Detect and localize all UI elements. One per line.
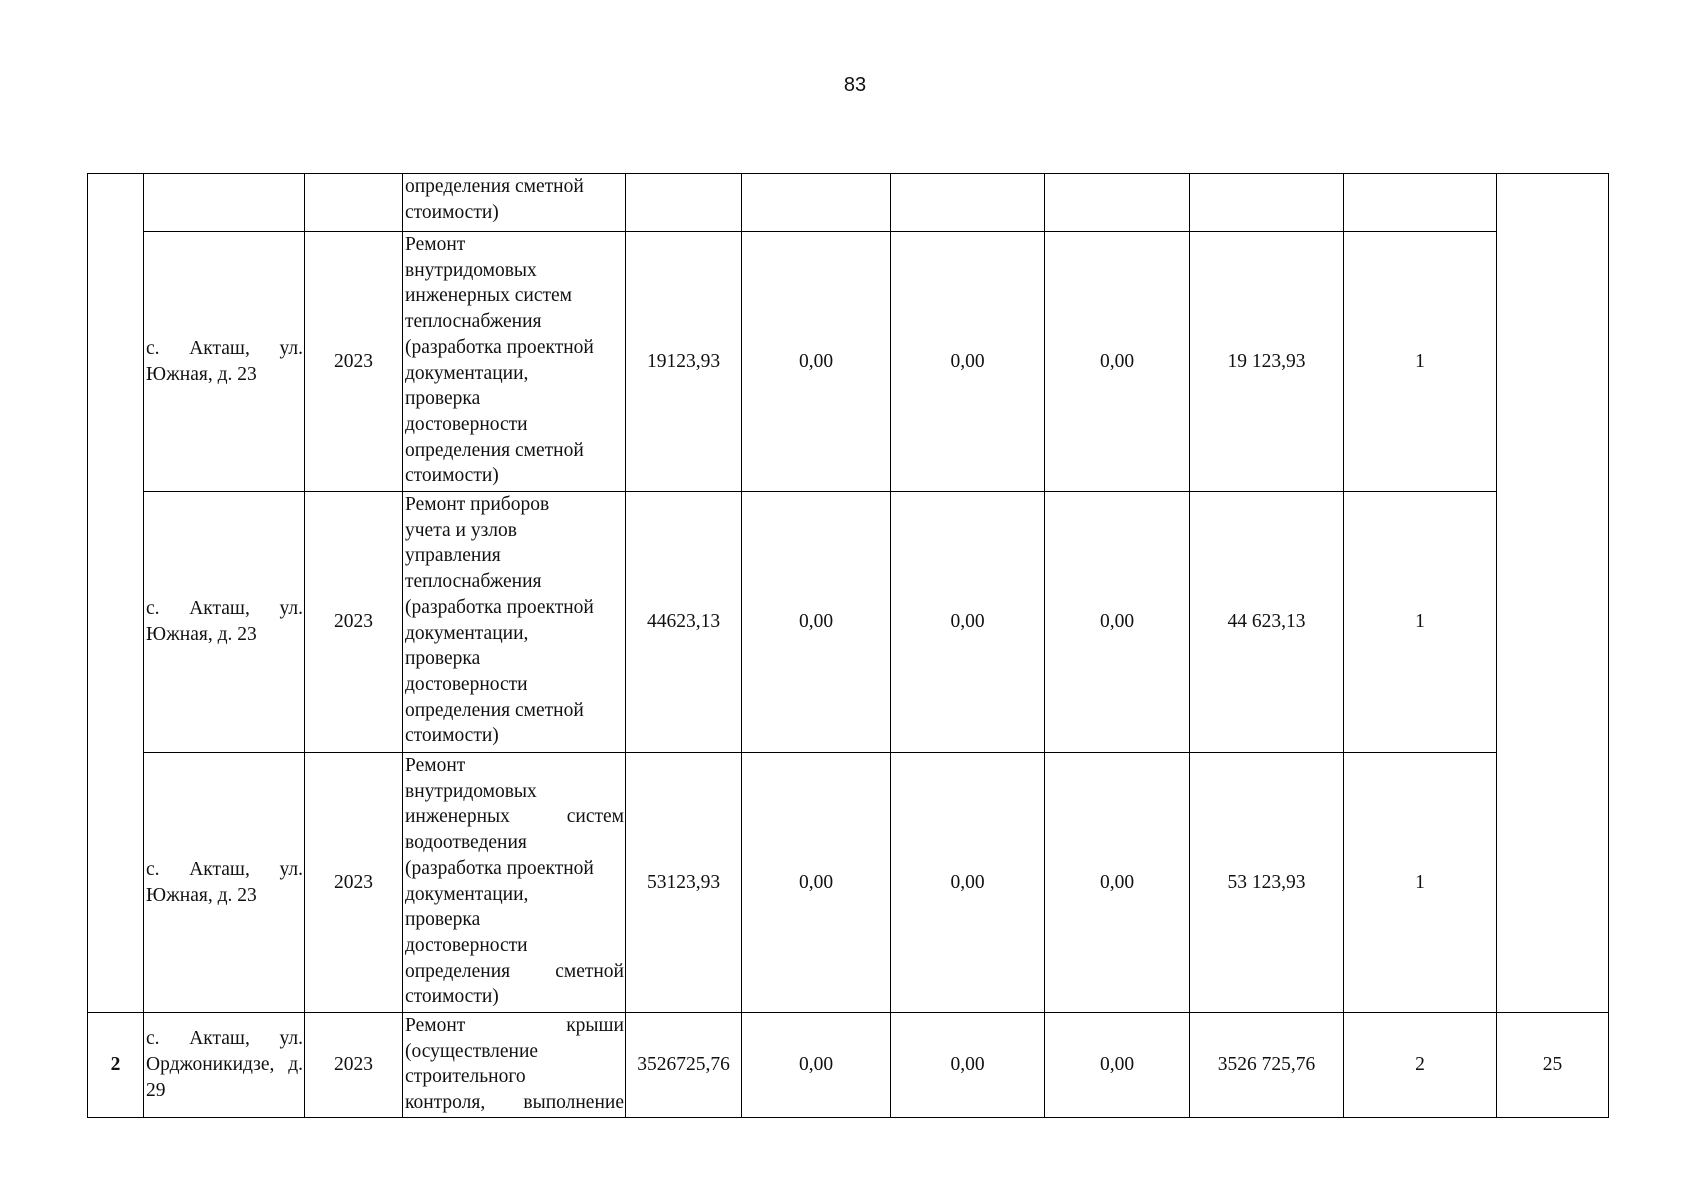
work-description-cell: Ремонт внутридомовых инженерных систем теплоснабжения (разработка проектной документации, проверка достоверности определения сметной стоимости)	[403, 232, 626, 492]
work-description-cell: Ремонт приборов учета и узлов управления теплоснабжения (разработка проектной документации, проверка достоверности определения сметной стоимости)	[403, 492, 626, 753]
table-row	[88, 174, 1609, 232]
address-cell: с. Акташ, ул. Южная, д. 23	[144, 232, 305, 492]
table-row	[88, 753, 1609, 1013]
value-cell: 0,00	[1045, 753, 1190, 1013]
total-cell: 44 623,13	[1190, 492, 1344, 753]
address-cell	[144, 174, 305, 232]
year-cell: 2023	[305, 753, 403, 1013]
count-cell	[1344, 174, 1497, 232]
value-cell: 0,00	[891, 753, 1045, 1013]
work-description-cell: определения сметной стоимости)	[403, 174, 626, 232]
table-row	[88, 1013, 1609, 1118]
value-cell: 0,00	[1045, 232, 1190, 492]
table-row	[88, 492, 1609, 753]
total-cell	[1190, 174, 1344, 232]
address-cell: с. Акташ, ул. Орджоникидзе, д. 29	[144, 1013, 305, 1118]
count-cell: 1	[1344, 753, 1497, 1013]
year-cell: 2023	[305, 232, 403, 492]
value-cell: 0,00	[891, 232, 1045, 492]
count-cell: 1	[1344, 492, 1497, 753]
year-cell: 2023	[305, 1013, 403, 1118]
value-cell: 0,00	[742, 1013, 891, 1118]
value-cell: 0,00	[1045, 492, 1190, 753]
address-cell: с. Акташ, ул. Южная, д. 23	[144, 492, 305, 753]
page-number: 83	[843, 74, 867, 96]
total-cell: 19 123,93	[1190, 232, 1344, 492]
value-cell	[1045, 174, 1190, 232]
year-cell	[305, 174, 403, 232]
total-cell: 53 123,93	[1190, 753, 1344, 1013]
value-cell: 0,00	[742, 753, 891, 1013]
last-cell	[1497, 174, 1609, 1013]
work-description-cell: Ремонт крыши (осуществление строительного контроля, выполнение	[403, 1013, 626, 1118]
cost-cell: 19123,93	[626, 232, 742, 492]
value-cell	[891, 174, 1045, 232]
cost-cell: 3526725,76	[626, 1013, 742, 1118]
value-cell: 0,00	[742, 492, 891, 753]
cost-cell: 44623,13	[626, 492, 742, 753]
work-description-cell: Ремонт внутридомовых инженерных систем водоотведения (разработка проектной документации, проверка достоверности определения сметной стоимости)	[403, 753, 626, 1013]
value-cell: 0,00	[891, 492, 1045, 753]
address-cell: с. Акташ, ул. Южная, д. 23	[144, 753, 305, 1013]
cost-cell: 53123,93	[626, 753, 742, 1013]
row-number-cell	[88, 174, 144, 1013]
repair-program-table	[87, 173, 1609, 1118]
value-cell: 0,00	[891, 1013, 1045, 1118]
year-cell: 2023	[305, 492, 403, 753]
row-number-cell: 2	[88, 1013, 144, 1118]
table-row	[88, 232, 1609, 492]
count-cell: 2	[1344, 1013, 1497, 1118]
total-cell: 3526 725,76	[1190, 1013, 1344, 1118]
value-cell: 0,00	[1045, 1013, 1190, 1118]
value-cell	[742, 174, 891, 232]
last-cell: 25	[1497, 1013, 1609, 1118]
cost-cell	[626, 174, 742, 232]
count-cell: 1	[1344, 232, 1497, 492]
value-cell: 0,00	[742, 232, 891, 492]
